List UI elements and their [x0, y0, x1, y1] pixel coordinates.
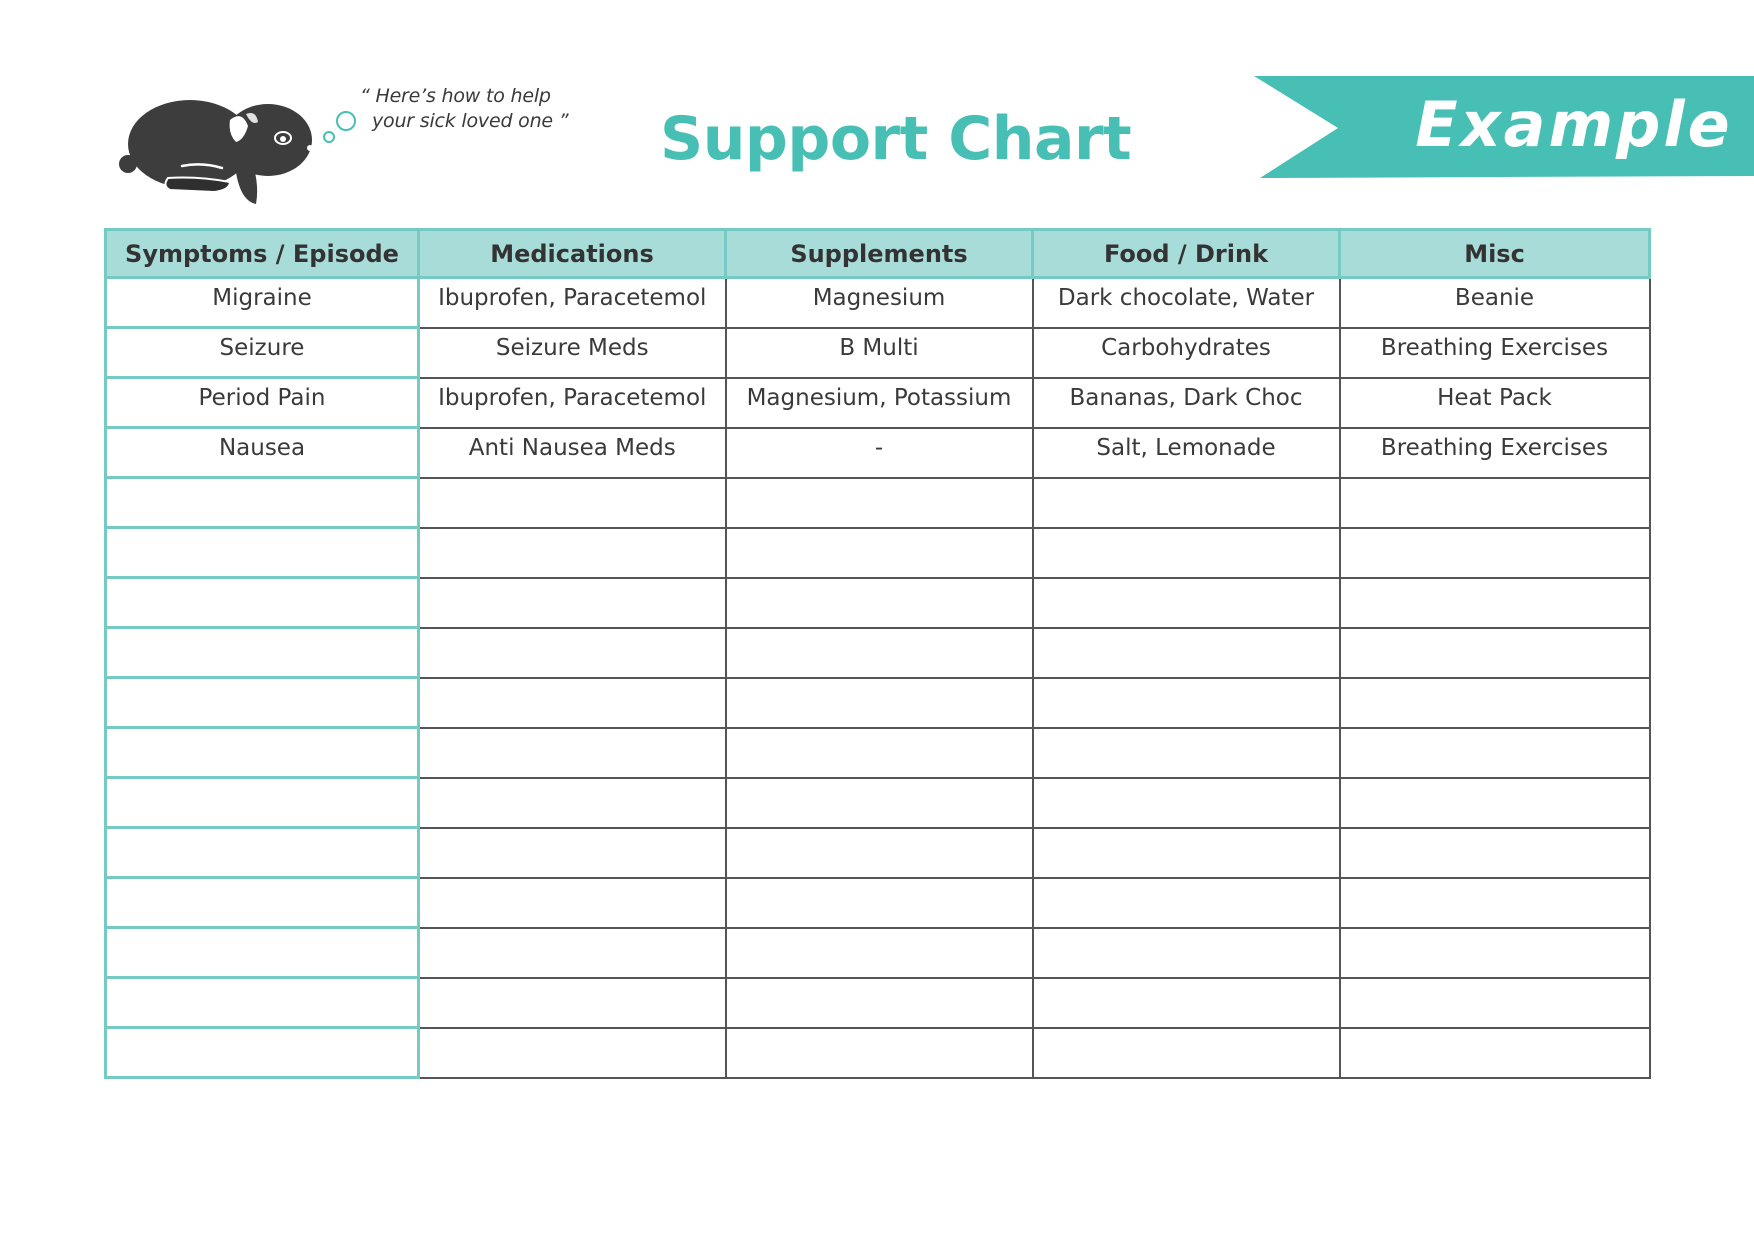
table-row	[106, 678, 1650, 728]
table-cell[interactable]	[1033, 528, 1340, 578]
table-cell[interactable]: Breathing Exercises	[1340, 428, 1650, 478]
table-cell[interactable]	[1033, 878, 1340, 928]
table-cell[interactable]	[1340, 728, 1650, 778]
table-cell[interactable]	[1033, 1028, 1340, 1078]
column-header-supplements: Supplements	[726, 230, 1033, 278]
column-header-food-drink: Food / Drink	[1033, 230, 1340, 278]
table-cell[interactable]	[106, 628, 419, 678]
table-cell[interactable]	[1340, 478, 1650, 528]
column-header-symptoms: Symptoms / Episode	[106, 230, 419, 278]
table-cell[interactable]	[726, 528, 1033, 578]
table-cell[interactable]	[106, 728, 419, 778]
table-cell[interactable]	[106, 1028, 419, 1078]
column-header-misc: Misc	[1340, 230, 1650, 278]
table-cell[interactable]	[1340, 678, 1650, 728]
table-cell[interactable]: Seizure	[106, 328, 419, 378]
table-cell[interactable]: Magnesium, Potassium	[726, 378, 1033, 428]
table-row	[106, 628, 1650, 678]
table-cell[interactable]: Bananas, Dark Choc	[1033, 378, 1340, 428]
table-cell[interactable]	[726, 628, 1033, 678]
table-row	[106, 928, 1650, 978]
table-cell[interactable]	[419, 978, 726, 1028]
example-banner	[1254, 76, 1754, 180]
table-cell[interactable]	[106, 678, 419, 728]
table-cell[interactable]: Ibuprofen, Paracetemol	[419, 278, 726, 328]
banner-label: Example	[1415, 88, 1733, 161]
table-header-row	[106, 230, 1650, 278]
table-row	[106, 778, 1650, 828]
table-cell[interactable]	[726, 728, 1033, 778]
table-cell[interactable]	[1033, 828, 1340, 878]
table-row	[106, 528, 1650, 578]
table-cell[interactable]	[419, 578, 726, 628]
table-cell[interactable]	[726, 828, 1033, 878]
table-cell[interactable]: Dark chocolate, Water	[1033, 278, 1340, 328]
table-cell[interactable]	[1340, 528, 1650, 578]
table-cell[interactable]	[1340, 828, 1650, 878]
table-cell[interactable]	[106, 528, 419, 578]
table-cell[interactable]	[726, 478, 1033, 528]
table-cell[interactable]	[1340, 928, 1650, 978]
table-cell[interactable]: Seizure Meds	[419, 328, 726, 378]
thought-bubble-icon	[320, 108, 360, 144]
table-cell[interactable]	[419, 628, 726, 678]
table-cell[interactable]: -	[726, 428, 1033, 478]
table-cell[interactable]: Anti Nausea Meds	[419, 428, 726, 478]
table-cell[interactable]	[419, 828, 726, 878]
table-cell[interactable]	[726, 778, 1033, 828]
table-cell[interactable]	[419, 778, 726, 828]
table-cell[interactable]	[106, 478, 419, 528]
table-row	[106, 378, 1650, 428]
table-cell[interactable]	[1033, 778, 1340, 828]
tagline-line-1: “ Here’s how to help	[360, 85, 551, 107]
table-cell[interactable]	[419, 728, 726, 778]
table-cell[interactable]	[419, 478, 726, 528]
table-cell[interactable]	[1033, 728, 1340, 778]
table-row	[106, 828, 1650, 878]
table-row	[106, 278, 1650, 328]
table-cell[interactable]: B Multi	[726, 328, 1033, 378]
table-cell[interactable]	[1033, 928, 1340, 978]
table-cell[interactable]: Salt, Lemonade	[1033, 428, 1340, 478]
table-cell[interactable]	[726, 1028, 1033, 1078]
table-row	[106, 878, 1650, 928]
table-cell[interactable]	[1340, 578, 1650, 628]
table-cell[interactable]	[726, 978, 1033, 1028]
table-cell[interactable]	[1033, 628, 1340, 678]
table-cell[interactable]	[106, 778, 419, 828]
page-title: Support Chart	[660, 104, 1132, 174]
table-cell[interactable]	[1340, 978, 1650, 1028]
table-cell[interactable]: Ibuprofen, Paracetemol	[419, 378, 726, 428]
table-cell[interactable]	[419, 1028, 726, 1078]
table-cell[interactable]: Magnesium	[726, 278, 1033, 328]
table-cell[interactable]	[726, 878, 1033, 928]
table-cell[interactable]	[726, 578, 1033, 628]
table-cell[interactable]	[1033, 678, 1340, 728]
tagline-quote	[360, 84, 590, 134]
table-cell[interactable]	[1033, 578, 1340, 628]
table-row	[106, 428, 1650, 478]
table-cell[interactable]: Nausea	[106, 428, 419, 478]
table-cell[interactable]	[419, 528, 726, 578]
table-row	[106, 578, 1650, 628]
table-cell[interactable]: Period Pain	[106, 378, 419, 428]
table-cell[interactable]	[1033, 478, 1340, 528]
table-cell[interactable]: Heat Pack	[1340, 378, 1650, 428]
table-cell[interactable]	[106, 878, 419, 928]
table-cell[interactable]	[1340, 778, 1650, 828]
sleeping-rabbit-illustration	[118, 96, 318, 208]
table-body	[106, 278, 1650, 1078]
table-row	[106, 478, 1650, 528]
table-cell[interactable]: Breathing Exercises	[1340, 328, 1650, 378]
table-cell[interactable]	[419, 678, 726, 728]
table-cell[interactable]	[106, 828, 419, 878]
support-table	[104, 228, 1651, 1079]
table-cell[interactable]	[1033, 978, 1340, 1028]
table-cell[interactable]: Beanie	[1340, 278, 1650, 328]
table-row	[106, 328, 1650, 378]
table-row	[106, 728, 1650, 778]
tagline-line-2: your sick loved one ”	[372, 110, 569, 132]
table-cell[interactable]: Carbohydrates	[1033, 328, 1340, 378]
table-cell[interactable]	[106, 928, 419, 978]
table-cell[interactable]	[1340, 1028, 1650, 1078]
table-cell[interactable]	[1340, 628, 1650, 678]
table-cell[interactable]	[106, 978, 419, 1028]
table-cell[interactable]: Migraine	[106, 278, 419, 328]
table-row	[106, 978, 1650, 1028]
table-cell[interactable]	[419, 878, 726, 928]
table-cell[interactable]	[726, 678, 1033, 728]
column-header-medications: Medications	[419, 230, 726, 278]
table-cell[interactable]	[106, 578, 419, 628]
table-row	[106, 1028, 1650, 1078]
table-cell[interactable]	[1340, 878, 1650, 928]
table-cell[interactable]	[726, 928, 1033, 978]
table-cell[interactable]	[419, 928, 726, 978]
